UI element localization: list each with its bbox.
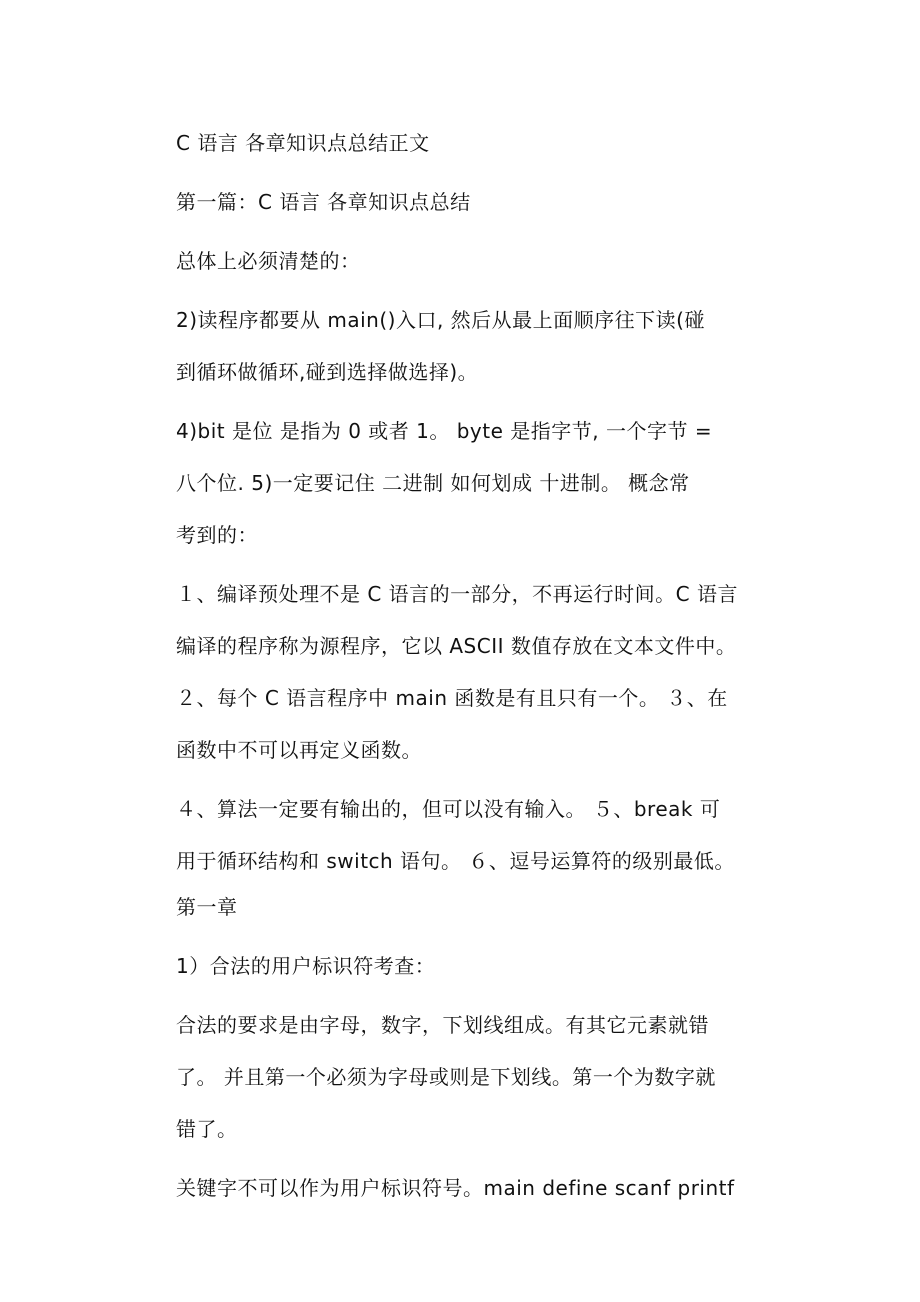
paragraph-line: １、编译预处理不是 C 语言的一部分，不再运行时间。C 语言 [176, 582, 739, 606]
section-title: 第一篇：C 语言 各章知识点总结 [176, 190, 471, 214]
document-content [176, 128, 766, 1203]
paragraph-line: 4)bit 是位 是指为 0 或者 1。 byte 是指字节, 一个字节 = [176, 419, 713, 443]
paragraph-line: 2)读程序都要从 main()入口, 然后从最上面顺序往下读(碰 [176, 308, 705, 332]
paragraph-line: ４、算法一定要有输出的，但可以没有输入。 ５、break 可 [176, 797, 721, 821]
paragraph-line: 错了。 [176, 1117, 238, 1141]
paragraph-line: 到循环做循环,碰到选择做选择)。 [176, 360, 479, 384]
paragraph-line: 编译的程序称为源程序，它以 ASCII 数值存放在文本文件中。 [176, 634, 737, 658]
paragraph-line: 关键字不可以作为用户标识符号。main define scanf printf [176, 1176, 735, 1200]
paragraph-line: 1）合法的用户标识符考查： [176, 954, 436, 978]
chapter-heading: 第一章 [176, 895, 238, 919]
paragraph-line: 八个位. 5)一定要记住 二进制 如何划成 十进制。 概念常 [176, 471, 690, 495]
paragraph-line: 了。 并且第一个必须为字母或则是下划线。第一个为数字就 [176, 1065, 716, 1089]
intro-heading: 总体上必须清楚的： [176, 249, 361, 273]
paragraph-line: 用于循环结构和 switch 语句。 ６、逗号运算符的级别最低。 [176, 849, 735, 873]
paragraph-line: 函数中不可以再定义函数。 [176, 738, 422, 762]
paragraph-line: 合法的要求是由字母，数字，下划线组成。有其它元素就错 [176, 1013, 709, 1037]
paragraph-line: ２、每个 C 语言程序中 main 函数是有且只有一个。 ３、在 [176, 686, 728, 710]
paragraph-line: 考到的： [176, 523, 258, 547]
document-title: C 语言 各章知识点总结正文 [176, 131, 430, 155]
